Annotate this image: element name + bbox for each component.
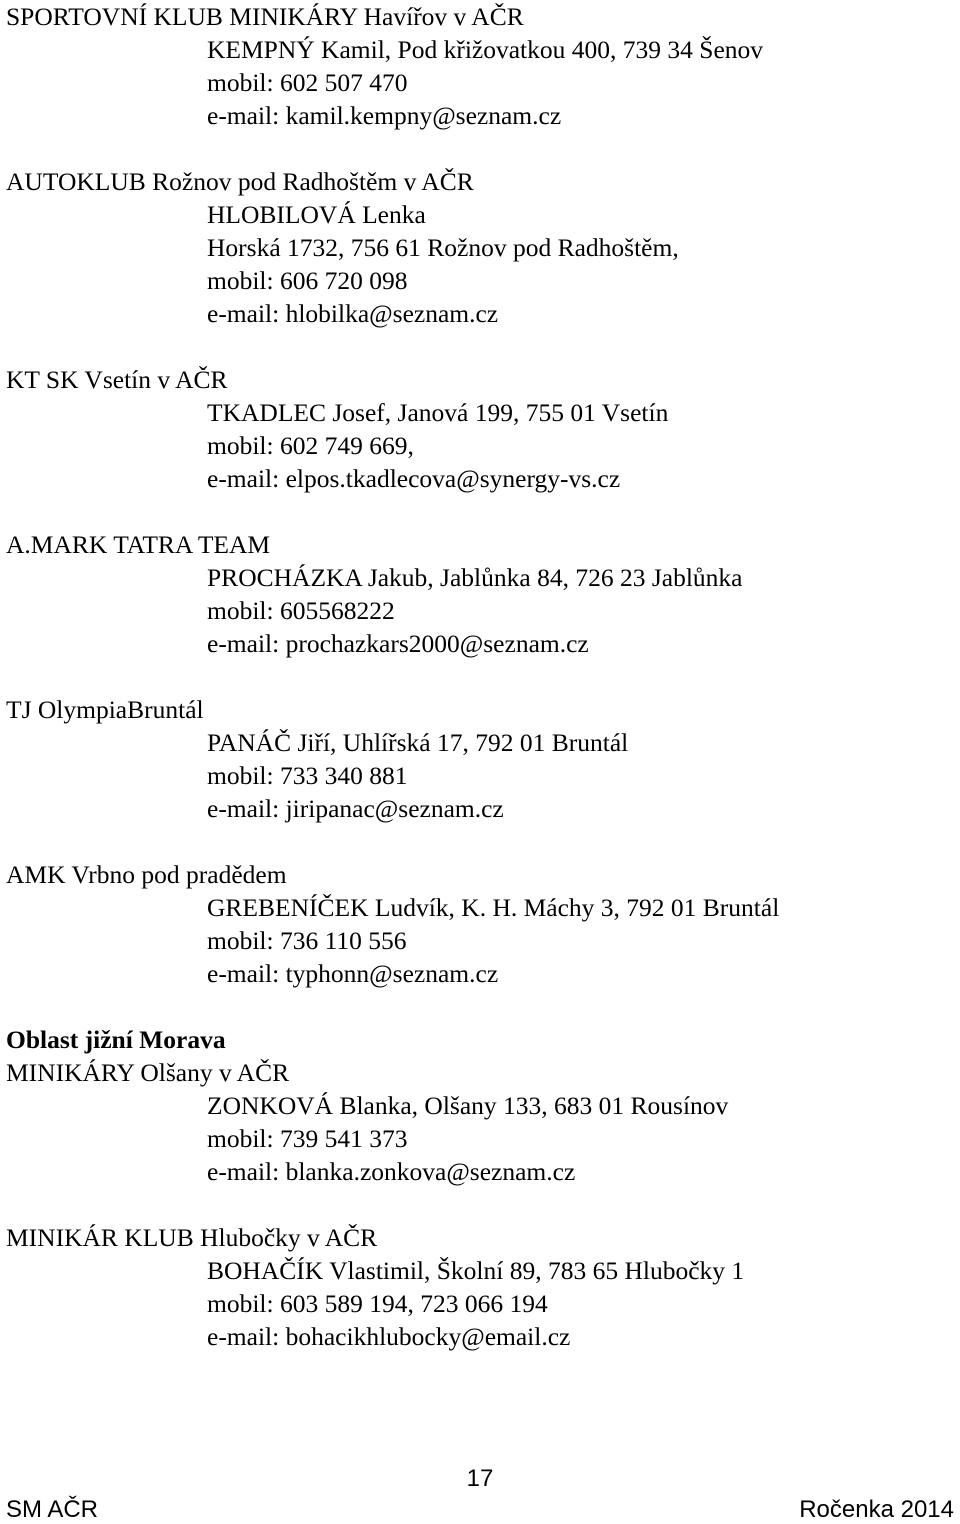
document-body (6, 0, 956, 1386)
club-contact: TKADLEC Josef, Janová 199, 755 01 Vsetín (207, 398, 669, 427)
club-name: AMK Vrbno pod pradědem (6, 860, 287, 889)
club-mobile: mobil: 605568222 (207, 596, 395, 625)
club-email: e-mail: kamil.kempny@seznam.cz (207, 101, 562, 130)
club-address: Horská 1732, 756 61 Rožnov pod Radhoštěm, (207, 233, 679, 262)
club-mobile: mobil: 602 507 470 (207, 68, 408, 97)
club-entry-vsetin (6, 363, 956, 495)
club-name: KT SK Vsetín v AČR (6, 365, 228, 394)
club-contact: PROCHÁZKA Jakub, Jablůnka 84, 726 23 Jablůnka (207, 563, 743, 592)
club-contact: BOHAČÍK Vlastimil, Školní 89, 783 65 Hlubočky 1 (207, 1256, 745, 1285)
club-contact: PANÁČ Jiří, Uhlířská 17, 792 01 Bruntál (207, 728, 629, 757)
club-entry-havirov (6, 0, 956, 132)
club-entry-vrbno (6, 858, 956, 990)
club-mobile: mobil: 739 541 373 (207, 1124, 408, 1153)
club-mobile: mobil: 603 589 194, 723 066 194 (207, 1289, 548, 1318)
club-entry-amark (6, 528, 956, 660)
club-contact: GREBENÍČEK Ludvík, K. H. Máchy 3, 792 01 Bruntál (207, 893, 780, 922)
club-mobile: mobil: 736 110 556 (207, 926, 407, 955)
club-email: e-mail: hlobilka@seznam.cz (207, 299, 499, 328)
club-contact: ZONKOVÁ Blanka, Olšany 133, 683 01 Rousínov (207, 1091, 729, 1120)
club-mobile: mobil: 602 749 669, (207, 431, 414, 460)
club-entry-olsany (6, 1056, 956, 1188)
club-email: e-mail: elpos.tkadlecova@synergy-vs.cz (207, 464, 621, 493)
club-contact: KEMPNÝ Kamil, Pod křižovatkou 400, 739 34 Šenov (207, 35, 764, 64)
club-email: e-mail: typhonn@seznam.cz (207, 959, 499, 988)
club-email: e-mail: jiripanac@seznam.cz (207, 794, 504, 823)
footer-organization: SM AČR (6, 1496, 99, 1523)
club-name: AUTOKLUB Rožnov pod Radhoštěm v AČR (6, 167, 474, 196)
club-name: TJ OlympiaBruntál (6, 695, 204, 724)
club-mobile: mobil: 606 720 098 (207, 266, 408, 295)
club-email: e-mail: bohacikhlubocky@email.cz (207, 1322, 571, 1351)
region-heading: Oblast jižní Morava (6, 1025, 226, 1054)
club-name: SPORTOVNÍ KLUB MINIKÁRY Havířov v AČR (6, 2, 524, 31)
club-entry-bruntal (6, 693, 956, 825)
club-name: A.MARK TATRA TEAM (6, 530, 271, 559)
club-email: e-mail: prochazkars2000@seznam.cz (207, 629, 589, 658)
club-contact: HLOBILOVÁ Lenka (207, 200, 426, 229)
club-entry-hlubocky (6, 1221, 956, 1353)
footer-publication: Ročenka 2014 (799, 1496, 954, 1523)
club-name: MINIKÁRY Olšany v AČR (6, 1058, 290, 1087)
page-number: 17 (466, 1465, 494, 1492)
club-entry-roznov (6, 165, 956, 330)
club-mobile: mobil: 733 340 881 (207, 761, 408, 790)
club-name: MINIKÁR KLUB Hlubočky v AČR (6, 1223, 378, 1252)
club-email: e-mail: blanka.zonkova@seznam.cz (207, 1157, 576, 1186)
